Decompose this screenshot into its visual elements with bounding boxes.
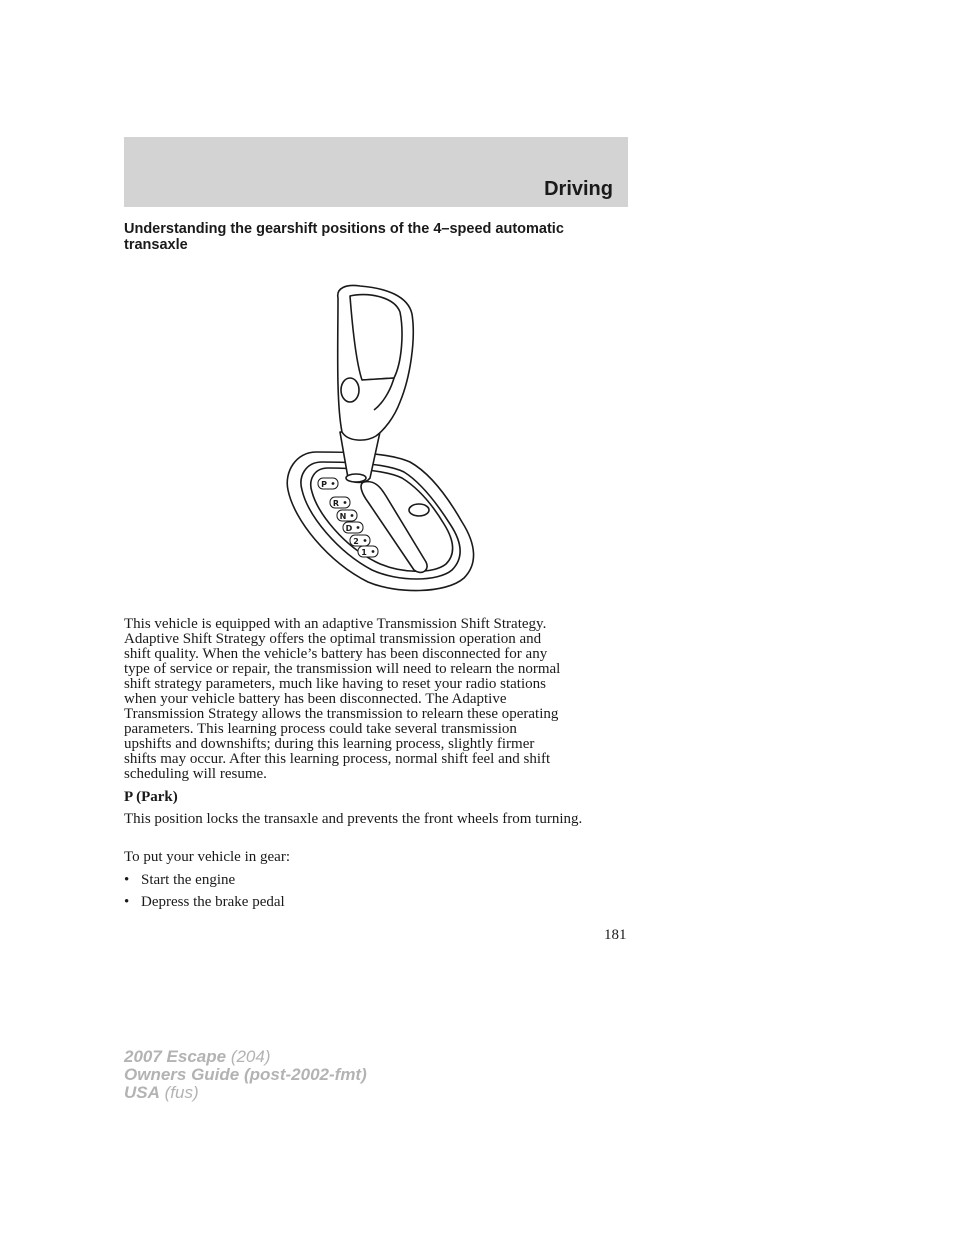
- gear-steps-list: [124, 873, 285, 917]
- paragraph-line: shift strategy parameters, much like having to reset your radio stations: [124, 676, 546, 692]
- gear-label-2: [350, 535, 370, 546]
- svg-text:D: D: [345, 524, 353, 533]
- bullet-icon: •: [124, 894, 130, 910]
- footer-line-model: [124, 1048, 367, 1066]
- svg-text:P: P: [321, 480, 327, 489]
- gear-label-p: [318, 478, 338, 489]
- footer-market: USA: [124, 1083, 160, 1102]
- svg-text:R: R: [332, 499, 340, 508]
- list-item: [124, 873, 285, 895]
- footer-market-code: (fus): [159, 1083, 199, 1102]
- paragraph-line: Transmission Strategy allows the transmission to relearn these operating: [124, 706, 559, 722]
- paragraph-line: Adaptive Shift Strategy offers the optimal transmission operation and: [124, 631, 542, 647]
- gear-label-d: [343, 522, 363, 533]
- paragraph-line: upshifts and downshifts; during this learning process, slightly firmer: [124, 736, 535, 752]
- paragraph-line: type of service or repair, the transmission will need to relearn the normal: [124, 661, 561, 677]
- park-paragraph: This position locks the transaxle and prevents the front wheels from turning.: [124, 811, 583, 827]
- paragraph-line: when your vehicle battery has been disconnected. The Adaptive: [124, 691, 507, 707]
- gear-label-r: [330, 497, 350, 508]
- list-item-text: Depress the brake pedal: [141, 894, 285, 910]
- footer-model-code: (204): [226, 1047, 271, 1066]
- section-header-band: [124, 137, 628, 207]
- paragraph-line: scheduling will resume.: [124, 766, 267, 782]
- footer-line-market: [124, 1084, 367, 1102]
- document-footer: [124, 1048, 367, 1102]
- svg-text:N: N: [339, 512, 347, 521]
- list-item: [124, 895, 285, 917]
- park-heading: P (Park): [124, 789, 178, 805]
- gearshift-illustration: [276, 282, 486, 594]
- footer-model: 2007 Escape: [124, 1047, 227, 1066]
- gear-intro-paragraph: To put your vehicle in gear:: [124, 849, 290, 865]
- paragraph-line: parameters. This learning process could take several transmission: [124, 721, 517, 737]
- section-title: Driving: [544, 178, 613, 200]
- gearshift-lever-icon: [276, 282, 486, 594]
- adaptive-shift-paragraph: [124, 617, 630, 782]
- bullet-icon: •: [124, 872, 130, 888]
- svg-text:1: 1: [361, 548, 367, 557]
- list-item-text: Start the engine: [141, 872, 236, 888]
- gear-label-n: [337, 510, 357, 521]
- page-number: 181: [604, 927, 627, 943]
- gear-label-1: [358, 546, 378, 557]
- page-heading: Understanding the gearshift positions of the 4–speed automatic transaxle: [124, 221, 564, 253]
- paragraph-line: shift quality. When the vehicle’s battery has been disconnected for any: [124, 646, 548, 662]
- paragraph-line: shifts may occur. After this learning process, normal shift feel and shift: [124, 751, 551, 767]
- svg-text:2: 2: [353, 537, 359, 546]
- paragraph-line: This vehicle is equipped with an adaptive Transmission Shift Strategy.: [124, 616, 547, 632]
- footer-line-guide: Owners Guide (post-2002-fmt): [124, 1065, 367, 1084]
